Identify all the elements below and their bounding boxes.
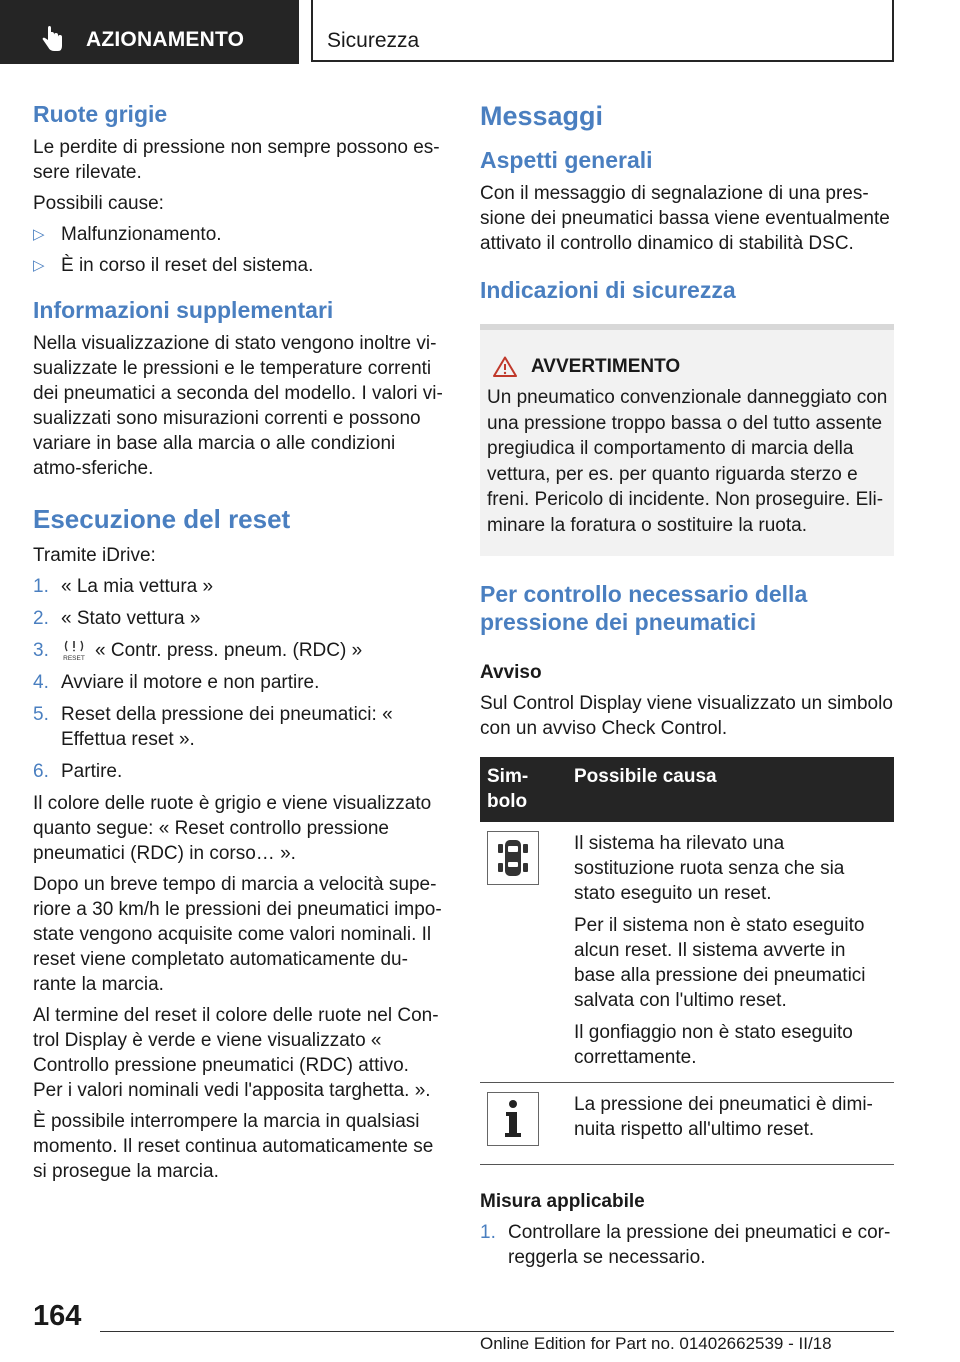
info-icon (501, 1099, 525, 1139)
paragraph: Con il messaggio di segnalazione di una pres-sione dei pneumatici bassa viene eventualmente attivato il controllo dinamico di stabilità DSC. (480, 183, 890, 254)
paragraph: Possibili cause: (33, 193, 164, 214)
symbol-table (480, 757, 894, 1165)
paragraph: Le perdite di pressione non sempre possono es-sere rilevate. (33, 137, 440, 183)
section-title: AZIONAMENTO (86, 28, 245, 51)
heading-esecuzione-reset: Esecuzione del reset (33, 504, 291, 534)
table-cell-text: La pressione dei pneumatici è dimi-nuita rispetto all'ultimo reset. (574, 1094, 873, 1140)
footer-divider (100, 1331, 894, 1332)
table-cell-text: Il sistema ha rilevato una sostituzione ruota senza che sia stato eseguito un reset. (574, 833, 845, 904)
column-header: Possibile causa (567, 757, 894, 822)
step-item: 1. Controllare la pressione dei pneumatici e cor-reggerla se necessario. (480, 1222, 891, 1268)
heading-informazioni: Informazioni supplementari (33, 297, 334, 323)
step-item: 5. Reset della pressione dei pneumatici: « Effettua reset ». (33, 704, 393, 750)
column-header: Sim-bolo (480, 757, 567, 822)
heading-controllo-pressione: Per controllo necessario della pressione dei pneumatici (480, 581, 808, 635)
paragraph: Tramite iDrive: (33, 545, 156, 566)
step-item: 2. « Stato vettura » (33, 608, 201, 629)
warning-box (480, 324, 894, 556)
heading-messaggi: Messaggi (480, 101, 604, 131)
page-header (0, 0, 960, 66)
svg-text:RESET: RESET (63, 655, 85, 662)
footer-edition: Online Edition for Part no. 01402662539 - II/18 (480, 1334, 832, 1353)
right-column (480, 100, 894, 1277)
step-item: 3. RESET « Contr. press. pneum. (RDC) » (33, 640, 363, 662)
heading-ruote-grigie: Ruote grigie (33, 101, 168, 127)
paragraph: È possibile interrompere la marcia in qualsiasi momento. Il reset continua automaticamente se si prosegue la marcia. (33, 1111, 434, 1182)
table-row (480, 1083, 894, 1165)
heading-misura: Misura applicabile (480, 1191, 645, 1212)
warning-title: AVVERTIMENTO (531, 356, 681, 377)
list-item: ▷ Malfunzionamento. (33, 224, 222, 245)
paragraph: Dopo un breve tempo di marcia a velocità supe-riore a 30 km/h le pressioni dei pneumatici impo-state vengono acquisite come valori nominali. Il reset viene completato automaticamente du-rante la marcia. (33, 874, 442, 995)
heading-avviso: Avviso (480, 662, 542, 683)
table-cell-text: Il gonfiaggio non è stato eseguito correttamente. (574, 1022, 853, 1068)
table-row (480, 822, 894, 1083)
paragraph: Al termine del reset il colore delle ruote nel Con-trol Display è verde e viene visualizzato « Controllo pressione pneumatici (RDC) attivo. Per i valori nominali vedi l'apposita targhetta. ». (33, 1005, 439, 1101)
reset-rdc-icon (61, 638, 87, 662)
chapter-tab (311, 0, 894, 62)
bullet-triangle-icon: ▷ (33, 257, 45, 274)
list-item: ▷ È in corso il reset del sistema. (33, 255, 314, 276)
heading-indicazioni-sicurezza: Indicazioni di sicurezza (480, 277, 736, 303)
table-header-row (480, 757, 894, 822)
warning-text: Un pneumatico convenzionale danneggiato con una pressione troppo bassa o del tutto assente pregiudica il comportamento di marcia della vettura, per es. per quanto riguarda sterzo e freni. Pericolo di incidente. Non proseguire. Eli-minare la foratura o sostituire la ruota. (487, 387, 888, 536)
bullet-triangle-icon: ▷ (33, 226, 45, 243)
heading-aspetti-generali: Aspetti generali (480, 147, 653, 173)
paragraph: Il colore delle ruote è grigio e viene visualizzato quanto segue: « Reset controllo pressione pneumatici (RDC) in corso… ». (33, 793, 432, 864)
car-drive-icon (40, 26, 64, 52)
car-top-view-icon (495, 836, 531, 880)
step-item: 6. Partire. (33, 761, 123, 782)
paragraph: Nella visualizzazione di stato vengono inoltre vi-sualizzate le pressioni e le temperature correnti dei pneumatici a seconda del modello. I valori vi-sualizzati sono misurazioni correnti e possono variare in base alla marcia o alle condizioni atmo-sferiche. (33, 333, 443, 479)
chapter-title: Sicurezza (327, 29, 420, 52)
paragraph: Sul Control Display viene visualizzato un simbolo con un avviso Check Control. (480, 693, 893, 739)
page-number: 164 (33, 1300, 82, 1332)
step-item: 4. Avviare il motore e non partire. (33, 672, 320, 693)
step-item: 1. « La mia vettura » (33, 576, 214, 597)
warning-triangle-icon (493, 356, 517, 377)
table-cell-text: Per il sistema non è stato eseguito alcun reset. Il sistema avverte in base alla pressione dei pneumatici salvata con l'ultimo reset. (574, 915, 866, 1011)
left-column (33, 100, 443, 1190)
section-tab (0, 0, 299, 64)
